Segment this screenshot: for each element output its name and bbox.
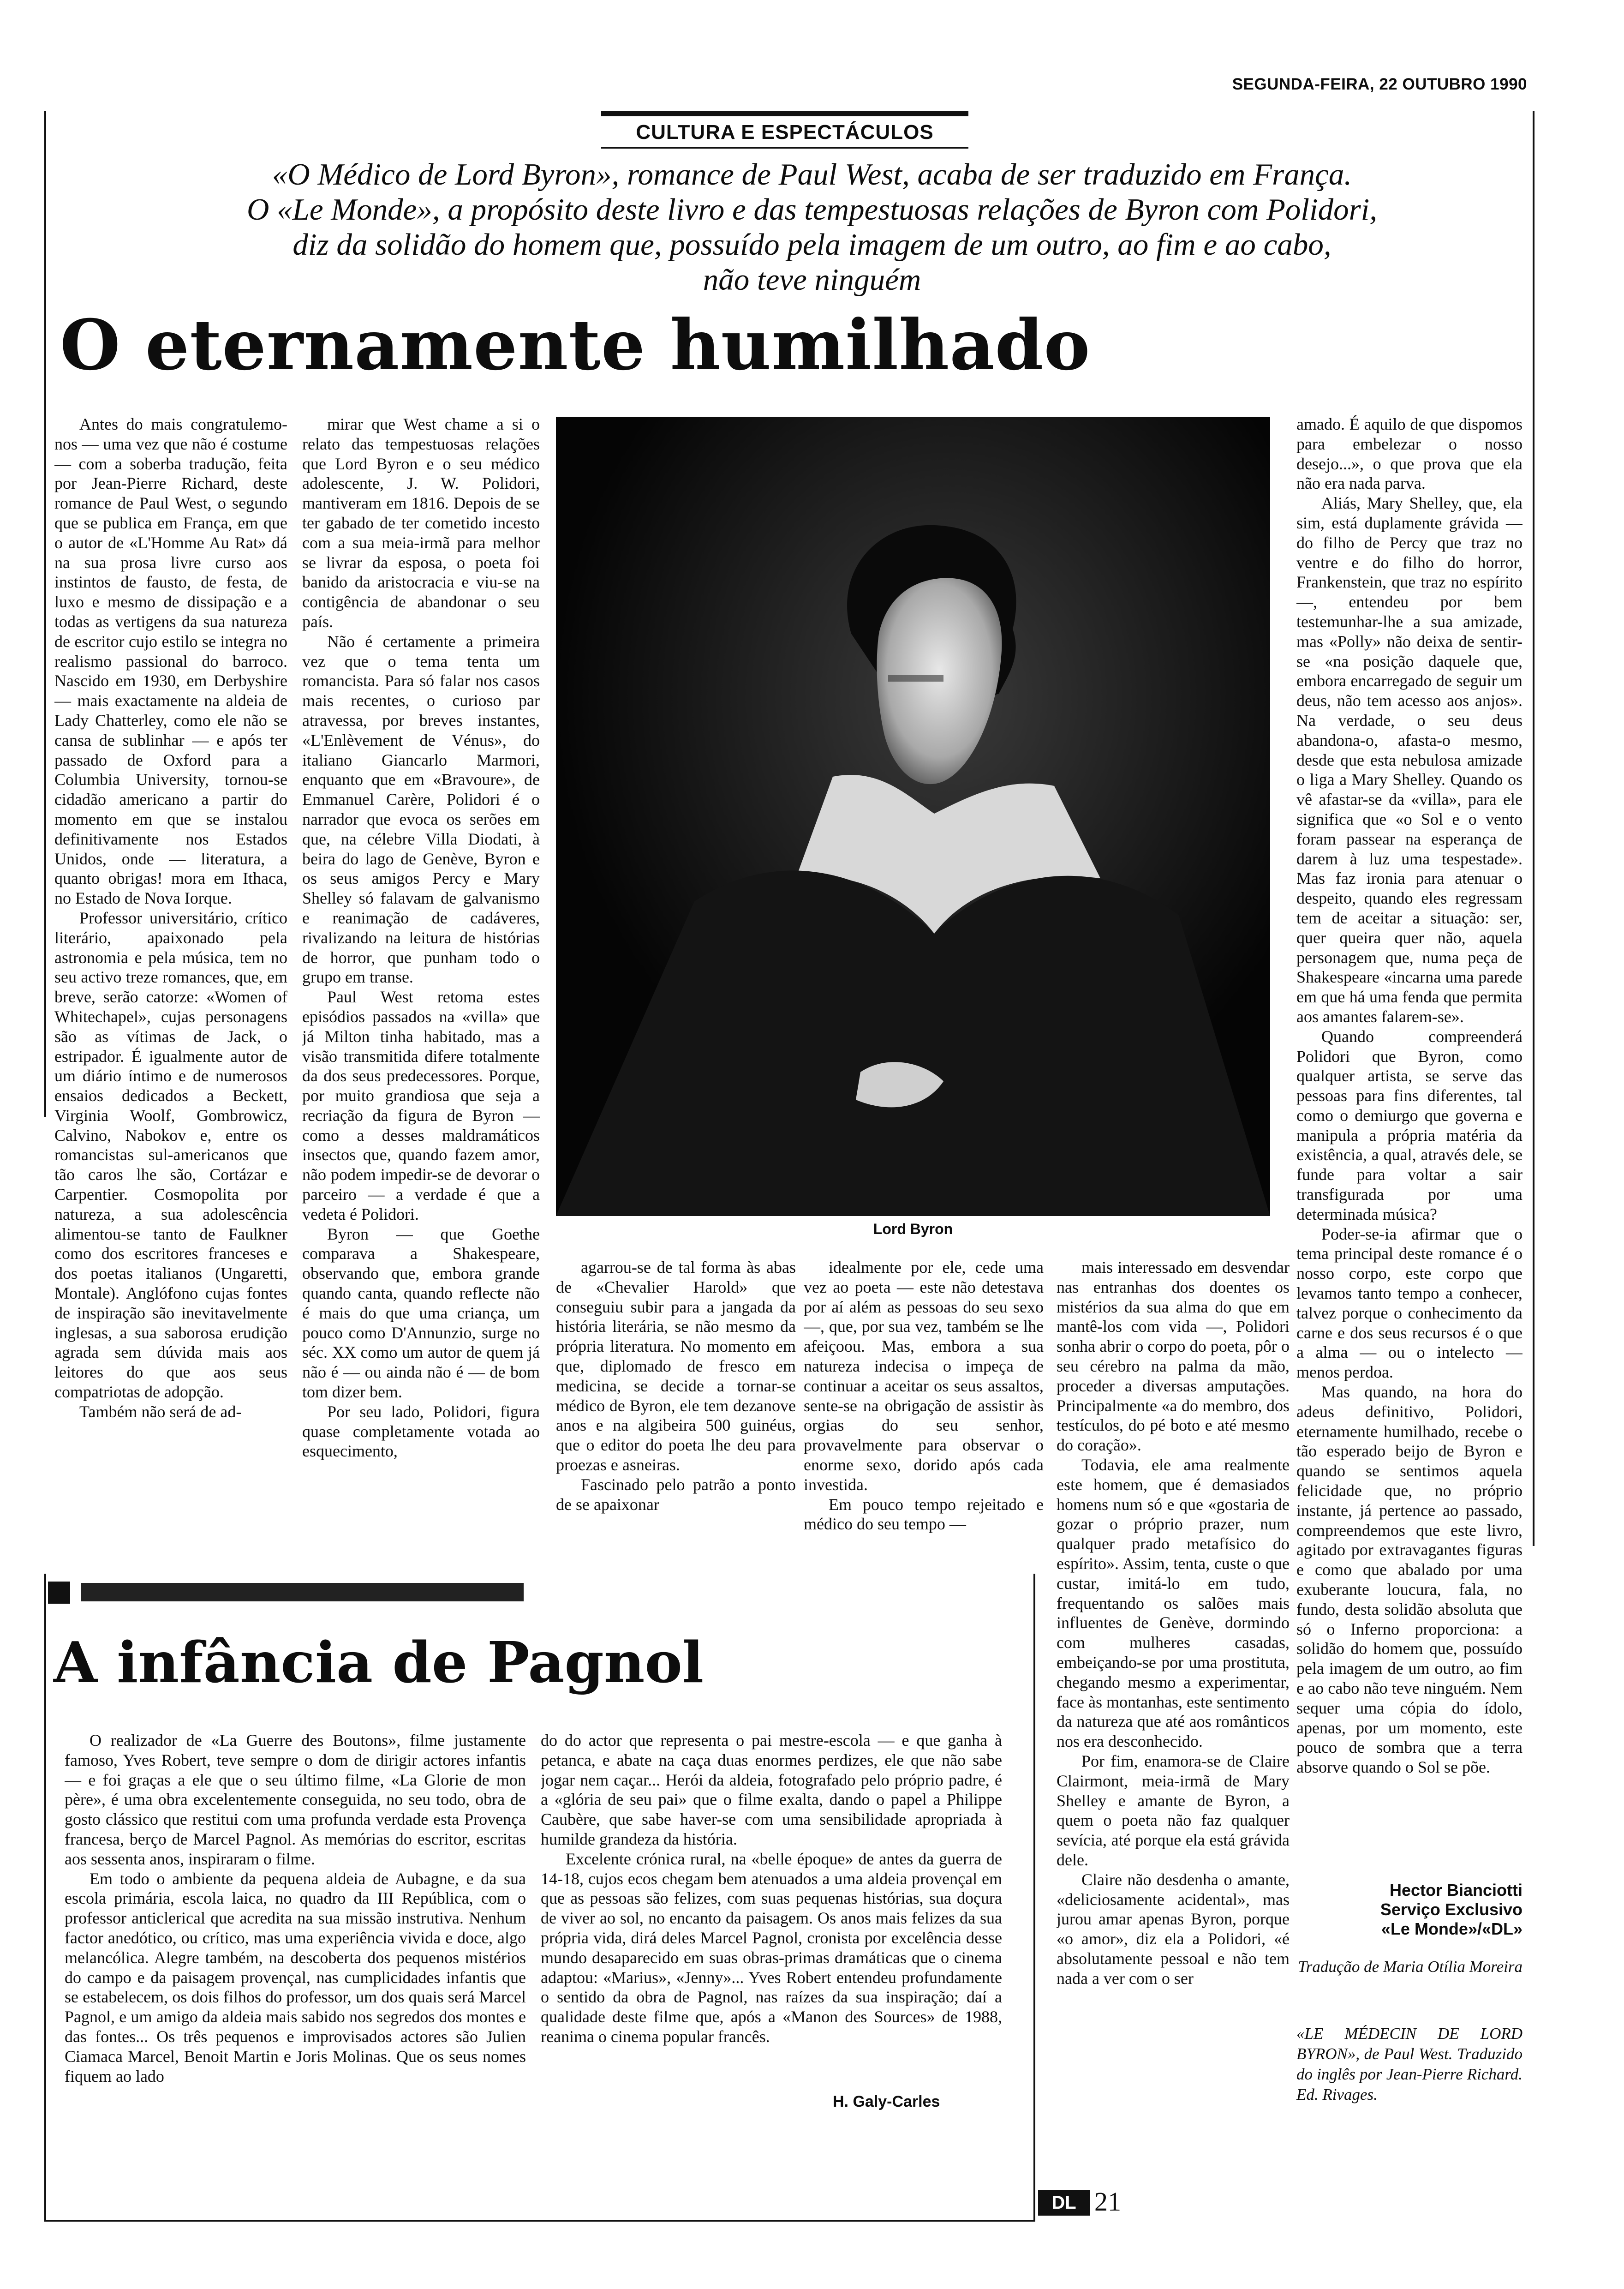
section-bar [601,111,968,116]
issue-date: SEGUNDA-FEIRA, 22 OUTUBRO 1990 [1232,75,1527,93]
paragraph: Claire não desdenha o amante, «deliciosamente acidental», mas jurou amar apenas Byron, porque «o amor», diz ela a Polidori, «é absolutamente pessoal e não tem nada a ver com o ser [1057,1870,1290,1988]
paragraph: idealmente por ele, cede uma vez ao poeta — este não detestava por aí além as pessoas do seu sexo —, que, por sua vez, também se lhe afeiçoou. Mas, embora a sua natureza indecisa o impeça de continuar a aceitar os seus assaltos, sente-se na obrigação de assistir às orgias do seu senhor, provavelmente para observar o enorme sexo, dorido após cada investida. [804,1258,1044,1494]
paragraph: O realizador de «La Guerre des Boutons», filme justamente famoso, Yves Robert, teve sempre o dom de dirigir actores infantis — e foi graças a ele que o seu último filme, «La Glorie de mon père», é uma obra excelentemente conseguida, no seu todo, obra de gosto clássico que restitui com uma profunda verdade esta Provença francesa, berço de Marcel Pagnol. As memórias do escritor, escritas aos sessenta anos, inspiraram o filme. [65,1731,526,1868]
photo-caption: Lord Byron [873,1221,953,1237]
paragraph: Paul West retoma estes episódios passados na «villa» que já Milton tinha habitado, mas a visão transmitida difere totalmente da dos seus predecessores. Porque, por muito grandiosa que seja a recriação da figura de Byron — como a desses maldramáticos insectos que, quando fazem amor, não podem impedir-se de devorar o parceiro — a verdade é que a vedeta é Polidori. [302,988,540,1223]
paragraph: do do actor que representa o pai mestre-escola — e que ganha à petanca, e abate na caça duas enormes perdizes, ele que não sabe jogar nem caçar... Herói da aldeia, fotografado pelo próprio padre, é a «glória de seu pai» que o filme exalta, dando o papel a Philippe Caubère, que sabe haver-se com uma sensibilidade apropriada à humilde grandeza da história. [541,1731,1002,1848]
frame-rule-right [1533,111,1534,1546]
book-reference: «LE MÉDECIN DE LORD BYRON», de Paul West. Traduzido do inglês por Jean-Pierre Richard. Ed. Rivages. [1296,2025,1522,2103]
pagnol-column-1 [65,1731,526,2109]
paragraph: Poder-se-ia afirmar que o tema principal deste romance é o nosso corpo, este corpo que levamos tanto tempo a conhecer, talvez porque o conhecimento da carne e dos seus recursos é o que a alma — ou o intelecto — menos perdoa. [1296,1224,1522,1382]
section-rule [601,147,968,149]
pagnol-headline: A infância de Pagnol [54,1629,704,1696]
paragraph: Aliás, Mary Shelley, que, ela sim, está duplamente grávida — do filho de Percy que traz no ventre e do filho do horror, Frankenstein, que traz no espírito —, entendeu por bem testemunhar-lhe a sua amizade, mas «Polly» não deixa de sentir-se «na posição daquele que, embora encarregado de seguir um deus, não tem acesso aos anjos». Na verdade, o seu deus abandona-o, afasta-o mesmo, desde que esta nebulosa amizade o liga a Mary Shelley. Quando os vê afastar-se da «villa», para ele significa que «o Sol e o vento foram passear na esperança de darem à luz uma tespestade». Mas faz ironia para atenuar o despeito, quando eles regressam tem de aceitar a situação: ser, quer queira quer não, aquela personagem que, numa peça de Shakespeare «incarna uma parede em que há uma fenda que permita aos amantes falarem-se». [1296,494,1522,1026]
article-column-2 [302,414,540,1490]
paragraph: agarrou-se de tal forma às abas de «Chevalier Harold» que conseguiu subir para a jangada da história literária, se não mesmo da própria literatura. No momento em que, diplomado de fresco em medicina, se decide a tornar-se médico de Byron, ele tem dezanove anos e na algibeira 500 guinéus, que o editor do poeta lhe deu para proezas e asneiras. [556,1258,796,1474]
byline-block [1296,1881,1522,1939]
lead-line: O «Le Monde», a propósito deste livro e das tempestuosas relações de Byron com Polidori, [246,192,1378,227]
paragraph: amado. É aquilo de que dispomos para embelezar o nosso desejo...», o que prova que ela não era nada parva. [1296,415,1522,493]
box-header-bar [81,1583,524,1601]
article-column-6 [1296,414,1522,1868]
article-column-3 [556,1258,796,1534]
paragraph: Antes do mais congratulemo-nos — uma vez que não é costume — com a soberba tradução, feita por Jean-Pierre Richard, deste romance de Paul West, o segundo que se publica em França, em que o autor de «L'Homme Au Rat» dá na sua prosa livre curso aos instintos de fausto, de festa, de luxo e mesmo de dissipação e a todas as vertigens da sua natureza de escritor cujo estilo se integra no realismo passional do barroco. Nascido em 1930, em Derbyshire — mais exactamente na aldeia de Lady Chatterley, como ele não se cansa de sublinhar — e após ter passado de Oxford para a Columbia University, tornou-se cidadão americano a partir do momento em que se instalou definitivamente nos Estados Unidos, onde — literatura, a quanto obrigas! mora em Ithaca, no Estado de Nova Iorque. [54,415,287,908]
dl-logo: DL [1038,2190,1090,2216]
paragraph: Excelente crónica rural, na «belle époque» de antes da guerra de 14-18, cujos ecos chegam bem atenuados a uma aldeia provençal em que as pessoas são felizes, com suas pequenas histórias, sua doçura de viver ao sol, no encanto da paisagem. Os anos mais felizes da sua própria vida, dirá deles Marcel Pagnol, cronista por excelência desse mundo desaparecido em suas obras-primas dramáticas que o cinema adaptou: «Marius», «Jenny»... Yves Robert entendeu profundamente o sentido da obra de Pagnol, nas raízes da sua inspiração; daí a qualidade deste filme que, após a «Manon des Sources» de 1988, reanima o cinema popular francês. [541,1849,1002,2046]
page-number: 21 [1094,2187,1121,2217]
paragraph: Mas quando, na hora do adeus definitivo, Polidori, eternamente humilhado, recebe o tão esperado beijo de Byron e quando se sentimos aquela felicidade que, no próprio instante, já pertence ao passado, compreendemos que este livro, agitado por extravagantes figuras e como que abalado por uma exuberante loucura, fala, no fundo, desta solidão absoluta que só o Inferno proporciona: a solidão do homem que, possuído pela imagem de um outro, ao fim e ao cabo não teve ninguém. Nem sequer uma cópia do ídolo, apenas, por um momento, este pouco de sombra que a terra absorve quando o Sol se põe. [1296,1383,1522,1777]
article-headline: O eternamente humilhado [60,305,1091,386]
lead-line: diz da solidão do homem que, possuído pela imagem de um outro, ao fim e ao cabo, [293,228,1331,262]
byline-name: Hector Bianciotti [1389,1881,1522,1900]
translation-credit: Tradução de Maria Otília Moreira [1298,1958,1522,1976]
article-column-4 [804,1258,1044,1534]
lead-line: não teve ninguém [703,263,921,297]
section-label: CULTURA E ESPECTÁCULOS [636,121,934,144]
paragraph: Quando compreenderá Polidori que Byron, como qualquer artista, se serve das pessoas para fins diferentes, tal como o demiurgo que governa e manipula a própria matéria da existência, a qual, através dele, se funde para voltar a sair transfigurada por uma determinada música? [1296,1027,1522,1223]
paragraph: Não é certamente a primeira vez que o tema tenta um romancista. Para só falar nos casos mais recentes, o curioso par atravessa, por breves instantes, «L'Enlèvement de Vénus», do italiano Giancarlo Marmori, enquanto que em «Bravoure», de Emmanuel Carère, Polidori é o narrador que evoca os serões em que, na célebre Villa Diodati, à beira do lago de Genève, Byron e os seus amigos Percy e Mary Shelley só falavam de galvanismo e reanimação de cadáveres, rivalizando na leitura de histórias de horror, que punham todo o grupo em transe. [302,632,540,987]
paragraph: Também não será de ad- [79,1402,242,1421]
paragraph: Por fim, enamora-se de Claire Clairmont, meia-irmã de Mary Shelley e amante de Byron, a quem o poeta não faz qualquer sevícia, até porque ela está grávida dele. [1057,1751,1290,1869]
paragraph: Em todo o ambiente da pequena aldeia de Aubagne, e da sua escola primária, escola laica, no quadro da III República, com o professor anticlerical que acredita na sua missão instrutiva. Nenhum factor anedótico, ou crítico, mas uma experiência vivida e doce, algo melancólica. Alegre também, na descoberta dos pequenos mistérios do campo e da paisagem provençal, nas cumplicidades infantis que se estabelecem, os dois filhos do professor, um dos quais será Marcel Pagnol, e um amigo da aldeia mais sabido nos segredos dos montes e das fontes... Os três pequenos e improvisados actores são Julien Ciamaca Marcel, Benoit Martin e Joris Molinas. Que os seus nomes fiquem ao lado [65,1869,526,2085]
article-column-5 [1057,1258,1290,2176]
paragraph: mirar que West chame a si o relato das tempestuosas relações que Lord Byron e o seu médico adolescente, J. W. Polidori, mantiveram em 1816. Depois de se ter gabado de ter cometido incesto com a sua meia-irmã para melhor se livrar da esposa, o poeta foi banido da aristocracia e viu-se na contigência de abandonar o seu país. [302,415,540,631]
paragraph: mais interessado em desvendar nas entranhas dos doentes os mistérios da sua alma do que em mantê-los com vida —, Polidori sonha abrir o corpo do poeta, pôr o seu cérebro na palma da mão, proceder a diversas amputações. Principalmente «a do membro, dos testículos, do pé boto e até mesmo do coração». [1057,1258,1290,1455]
frame-rule-left [44,111,46,1117]
lord-byron-portrait [556,417,1270,1216]
byline-service: Serviço Exclusivo [1380,1900,1522,1919]
paragraph: Professor universitário, crítico literário, apaixonado pela astronomia e pela música, tem no seu activo treze romances, que, em breve, serão catorze: «Women of Whitechapel», cujas personagens são as vítimas de Jack, o estripador. É igualmente autor de um diário íntimo e de numerosos ensaios dedicados a Beckett, Virginia Woolf, Gombrowicz, Calvino, Nabokov e, entre os romancistas sul-americanos que tão caros lhe são, Cortázar e Carpentier. Cosmopolita por natureza, a sua adolescência alimentou-se tanto de Faulkner como dos escritores franceses e dos poetas italianos (Ungaretti, Montale). Anglófono cujas fontes de inspiração são inevitavelmente inglesas, a sua saborosa erudição agrada sem dúvida mais aos leitores do que aos seus compatriotas de adopção. [54,908,287,1402]
paragraph: Em pouco tempo rejeitado e médico do seu tempo — [804,1495,1044,1534]
paragraph: Por seu lado, Polidori, figura quase completamente votada ao esquecimento, [302,1402,540,1461]
pagnol-author: H. Galy-Carles [833,2093,940,2110]
article-column-1 [54,414,287,1490]
pagnol-column-2 [541,1731,1002,2091]
lead-line: «O Médico de Lord Byron», romance de Paul West, acaba de ser traduzido em França. [272,157,1352,192]
paragraph: Fascinado pelo patrão a ponto de se apaixonar [556,1475,796,1514]
paragraph: Todavia, ele ama realmente este homem, que é demasiados homens num só e que «gostaria de gozar o próprio prazer, num qualquer prado metafísico do espírito». Assim, tenta, custe o que custar, imitá-lo em tudo, frequentando os salões mais influentes de Genève, dormindo com mulheres casadas, embeiçando-se por uma prostituta, chegando mesmo a experimentar, face às montanhas, este sentimento da natureza que até aos românticos nos era desconhecido. [1057,1455,1290,1751]
paragraph: Byron — que Goethe comparava a Shakespeare, observando que, embora grande quando canta, quando reflecte não é mais do que uma criança, um pouco como D'Annunzio, surge no séc. XX como um autor de quem já não é — ou ainda não é — de bom tom dizer bem. [302,1224,540,1402]
lead-paragraph [102,157,1522,297]
box-marker [48,1582,70,1604]
byline-source: «Le Monde»/«DL» [1381,1919,1522,1938]
